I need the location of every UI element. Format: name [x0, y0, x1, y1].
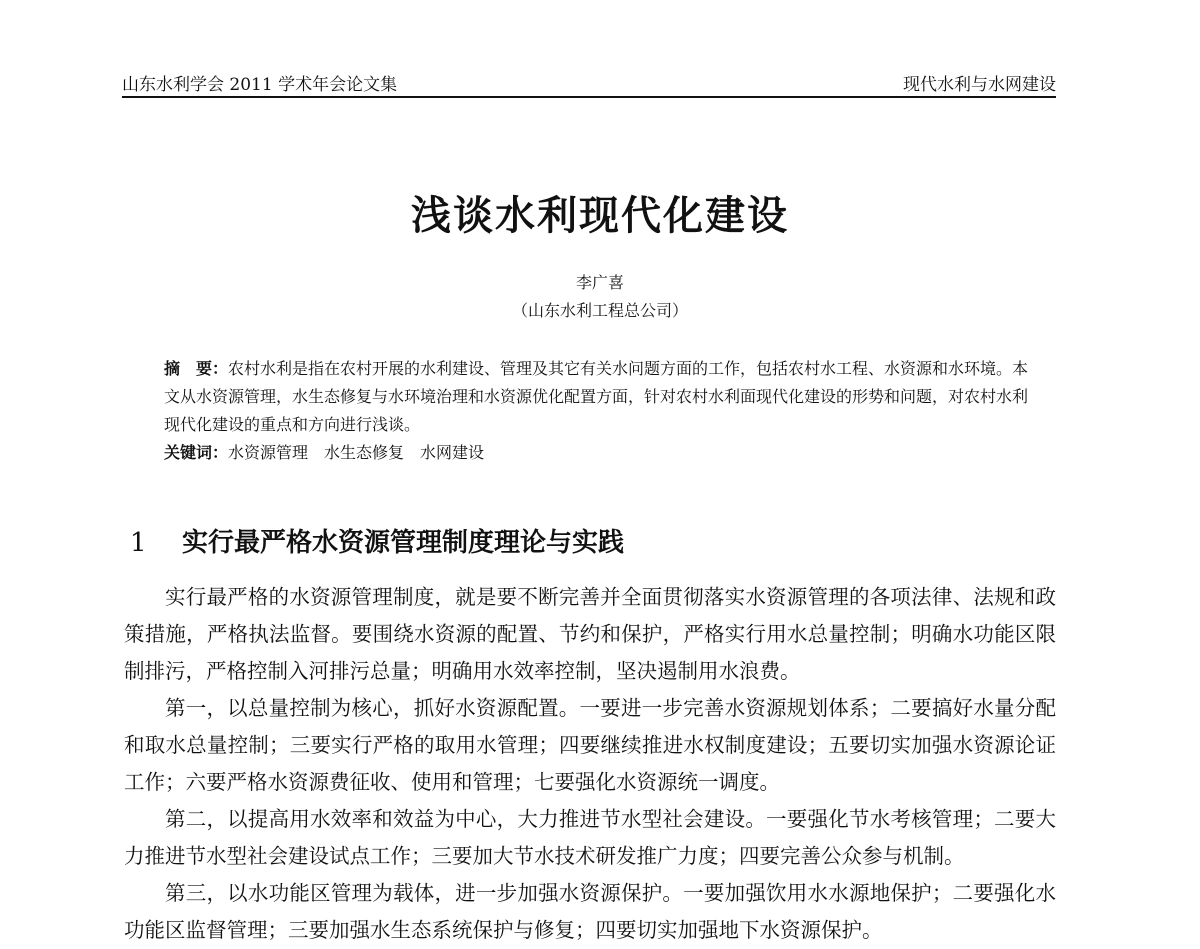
running-header	[122, 68, 1056, 98]
body-paragraph: 第二，以提高用水效率和效益为中心，大力推进节水型社会建设。一要强化节水考核管理；二要大力推进节水型社会建设试点工作；三要加大节水技术研发推广力度；四要完善公众参与机制。	[124, 807, 1056, 868]
keywords-text: 水资源管理 水生态修复 水网建设	[228, 443, 485, 462]
author-affiliation: （山东水利工程总公司）	[511, 301, 688, 320]
section-title: 实行最严格水资源管理制度理论与实践	[182, 528, 625, 558]
body-paragraph: 第三，以水功能区管理为载体，进一步加强水资源保护。一要加强饮用水水源地保护；二要强化水功能区监督管理；三要加强水生态系统保护与修复；四要切实加强地下水资源保护。	[124, 881, 1056, 942]
keywords-label: 关键词：	[164, 443, 229, 462]
abstract-block	[164, 355, 1034, 467]
paper-title: 浅谈水利现代化建设	[411, 192, 789, 239]
body-text	[124, 579, 1056, 949]
body-paragraph: 实行最严格的水资源管理制度，就是要不断完善并全面贯彻落实水资源管理的各项法律、法规和政策措施，严格执法监督。要围绕水资源的配置、节约和保护，严格实行用水总量控制；明确水功能区限制排污，严格控制入河排污总量；明确用水效率控制，坚决遏制用水浪费。	[124, 585, 1056, 683]
author-name: 李广喜	[575, 273, 624, 292]
abstract-text: 农村水利是指在农村开展的水利建设、管理及其它有关水问题方面的工作，包括农村水工程、水资源和水环境。本文从水资源管理，水生态修复与水环境治理和水资源优化配置方面，针对农村水利面现代化建设的形势和问题，对农村水利现代化建设的重点和方向进行浅谈。	[164, 359, 1029, 434]
abstract-paragraph	[164, 355, 1034, 439]
body-paragraph: 第一，以总量控制为核心，抓好水资源配置。一要进一步完善水资源规划体系；二要搞好水量分配和取水总量控制；三要实行严格的取用水管理；四要继续推进水权制度建设；五要切实加强水资源论证工作；六要严格水资源费征收、使用和管理；七要强化水资源统一调度。	[124, 696, 1056, 794]
section-heading	[130, 522, 624, 559]
section-number: 1	[130, 528, 147, 558]
abstract-label: 摘 要：	[164, 359, 229, 378]
keywords-line	[164, 439, 1034, 467]
header-section-title: 现代水利与水网建设	[903, 75, 1056, 95]
header-proceedings-title: 山东水利学会 2011 学术年会论文集	[122, 75, 398, 95]
